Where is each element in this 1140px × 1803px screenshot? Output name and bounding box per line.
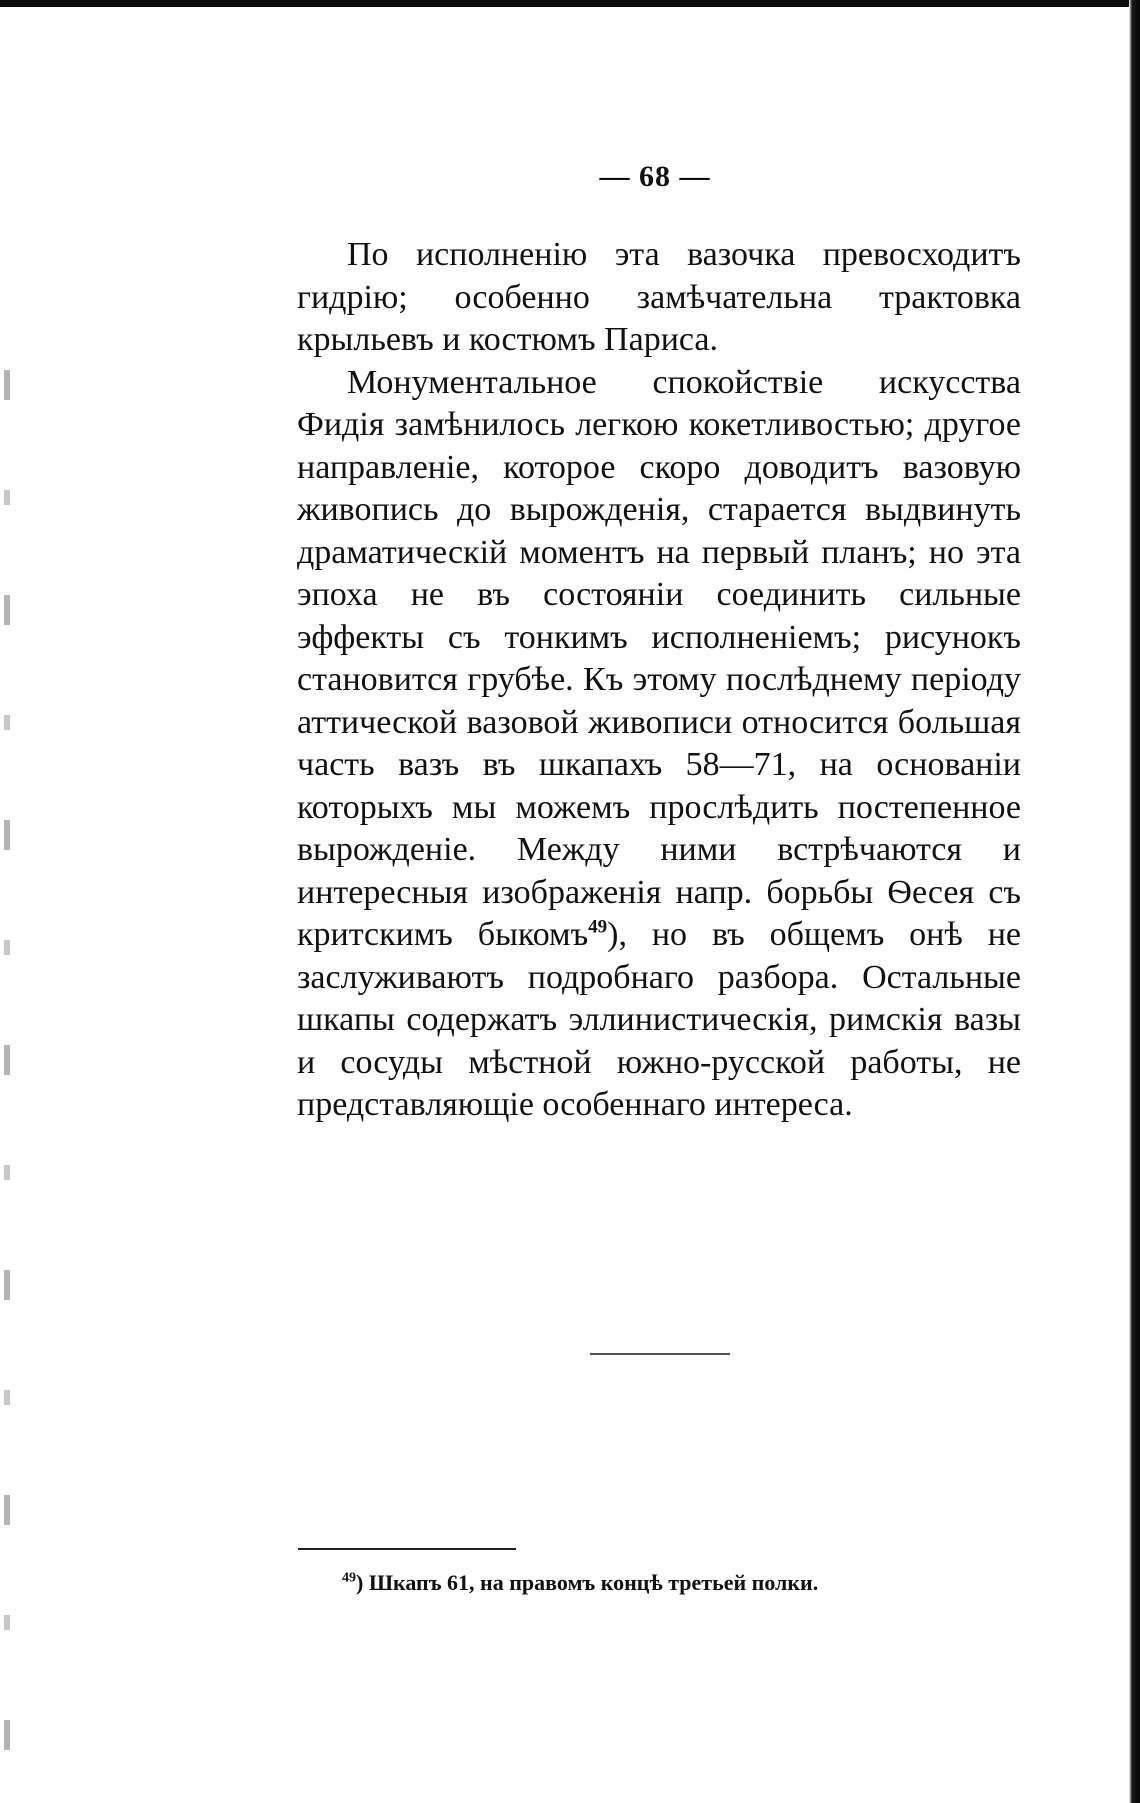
section-end-rule	[590, 1353, 730, 1355]
scan-right-edge	[1129, 0, 1140, 1803]
paragraph-1: По исполненію эта вазочка превосходитъ гидрію; особенно замѣчательна трактовка крыльевъ и костюмъ Париса.	[297, 236, 1021, 358]
scan-top-edge	[0, 0, 1140, 7]
body-text	[297, 234, 1021, 1127]
paragraph-2	[297, 362, 1021, 1127]
paragraph-2-tail: ), но въ общемъ онѣ не заслуживаютъ подробнаго разбора. Остальные шкапы содержатъ эллинистическія, римскія вазы и сосуды мѣстной южно-русской работы, не представляющіе особеннаго интереса.	[297, 916, 1021, 1123]
footnote-reference: 49	[588, 916, 608, 938]
page-number: — 68 —	[599, 160, 711, 193]
footnote	[342, 1568, 982, 1598]
footnote-text: ) Шкапъ 61, на правомъ концѣ третьей полки.	[356, 1570, 819, 1595]
footnote-number: 49	[342, 1570, 356, 1586]
scan-left-specks	[4, 280, 10, 1760]
footnote-separator	[298, 1548, 516, 1550]
paragraph-2-main: Монументальное спокойствіе искусства Фидія замѣнилось легкою кокетливостью; другое направленіе, которое скоро доводитъ вазовую живопись до вырожденія, старается выдвинуть драматическій моментъ на первый планъ; но эта эпоха не въ состояніи соединить сильные эффекты съ тонкимъ исполненіемъ; рисунокъ становится грубѣе. Къ этому послѣднему періоду аттической вазовой живописи относится большая часть вазъ въ шкапахъ 58—71, на основаніи которыхъ мы можемъ прослѣдить постепенное вырожденіе. Между ними встрѣчаются и интересныя изображенія напр. борьбы Ѳесея съ критскимъ быкомъ	[297, 363, 1021, 953]
